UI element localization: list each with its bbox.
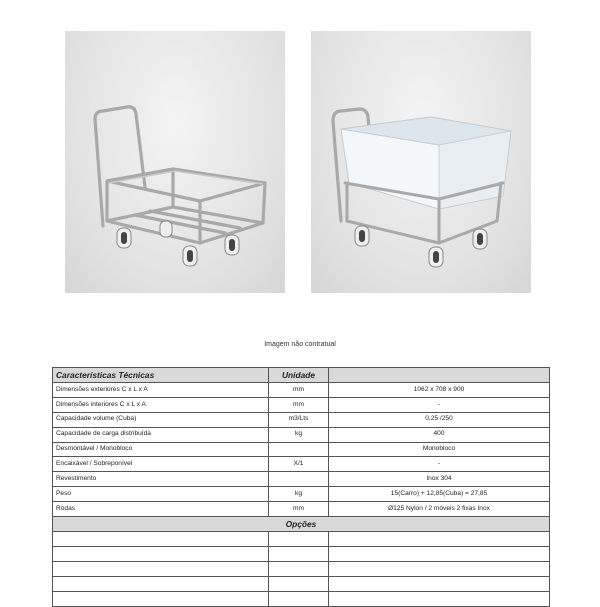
trolley-frame-icon <box>65 31 285 293</box>
table-row <box>53 427 550 442</box>
row-value: Monobloco <box>329 442 550 457</box>
table-row <box>53 383 550 398</box>
row-value: 15(Carro) + 12,85(Cuba) = 27,85 <box>329 487 550 502</box>
blank-cell <box>53 532 269 547</box>
blank-cell <box>269 592 329 607</box>
options-blank-row <box>53 592 550 607</box>
blank-cell <box>329 577 550 592</box>
image-caption: Imagem não contratual <box>264 341 336 348</box>
row-label: Desmontável / Monobloco <box>53 442 269 457</box>
options-blank-row <box>53 562 550 577</box>
blank-cell <box>269 547 329 562</box>
table-row <box>53 442 550 457</box>
row-label: Encaixável / Sobreponível <box>53 457 269 472</box>
row-value: 400 <box>329 427 550 442</box>
options-header-row <box>53 517 550 532</box>
row-value: - <box>329 397 550 412</box>
table-row <box>53 502 550 517</box>
blank-cell <box>269 532 329 547</box>
options-title: Opções <box>53 517 550 532</box>
row-unit: kg <box>269 487 329 502</box>
options-blank-row <box>53 547 550 562</box>
row-value: Ø125 Nylon / 2 móveis 2 fixas Inox <box>329 502 550 517</box>
row-unit: X/1 <box>269 457 329 472</box>
row-unit <box>269 472 329 487</box>
header-characteristics: Características Técnicas <box>53 368 269 383</box>
header-unit: Unidade <box>269 368 329 383</box>
blank-cell <box>329 562 550 577</box>
blank-cell <box>329 592 550 607</box>
row-value: - <box>329 457 550 472</box>
row-label: Revestimento <box>53 472 269 487</box>
blank-cell <box>269 562 329 577</box>
blank-cell <box>53 577 269 592</box>
table-header-row <box>53 368 550 383</box>
blank-cell <box>53 592 269 607</box>
blank-cell <box>269 577 329 592</box>
row-unit: mm <box>269 383 329 398</box>
header-value <box>329 368 550 383</box>
options-blank-row <box>53 532 550 547</box>
row-unit: m3/Lts <box>269 412 329 427</box>
row-unit: mm <box>269 502 329 517</box>
blank-cell <box>53 547 269 562</box>
row-label: Peso <box>53 487 269 502</box>
trolley-with-tub-photo <box>311 31 531 293</box>
row-label: Capacidade de carga distribuída <box>53 427 269 442</box>
table-row <box>53 472 550 487</box>
row-label: Rodas <box>53 502 269 517</box>
row-unit <box>269 442 329 457</box>
row-unit: kg <box>269 427 329 442</box>
blank-cell <box>329 532 550 547</box>
row-label: Capacidade volume (Cuba) <box>53 412 269 427</box>
row-value: 0,25 /250 <box>329 412 550 427</box>
options-blank-row <box>53 577 550 592</box>
row-unit: mm <box>269 397 329 412</box>
trolley-with-tub-icon <box>311 31 531 293</box>
trolley-frame-photo <box>65 31 285 293</box>
blank-cell <box>53 562 269 577</box>
row-value: 1062 x 708 x 900 <box>329 383 550 398</box>
row-value: Inox 304 <box>329 472 550 487</box>
table-row <box>53 397 550 412</box>
technical-specs-table <box>52 367 550 607</box>
table-row <box>53 457 550 472</box>
row-label: Dimensões exteriores C x L x A <box>53 383 269 398</box>
blank-cell <box>329 547 550 562</box>
row-label: Dimensões interiores C x L x A <box>53 397 269 412</box>
table-row <box>53 487 550 502</box>
table-row <box>53 412 550 427</box>
